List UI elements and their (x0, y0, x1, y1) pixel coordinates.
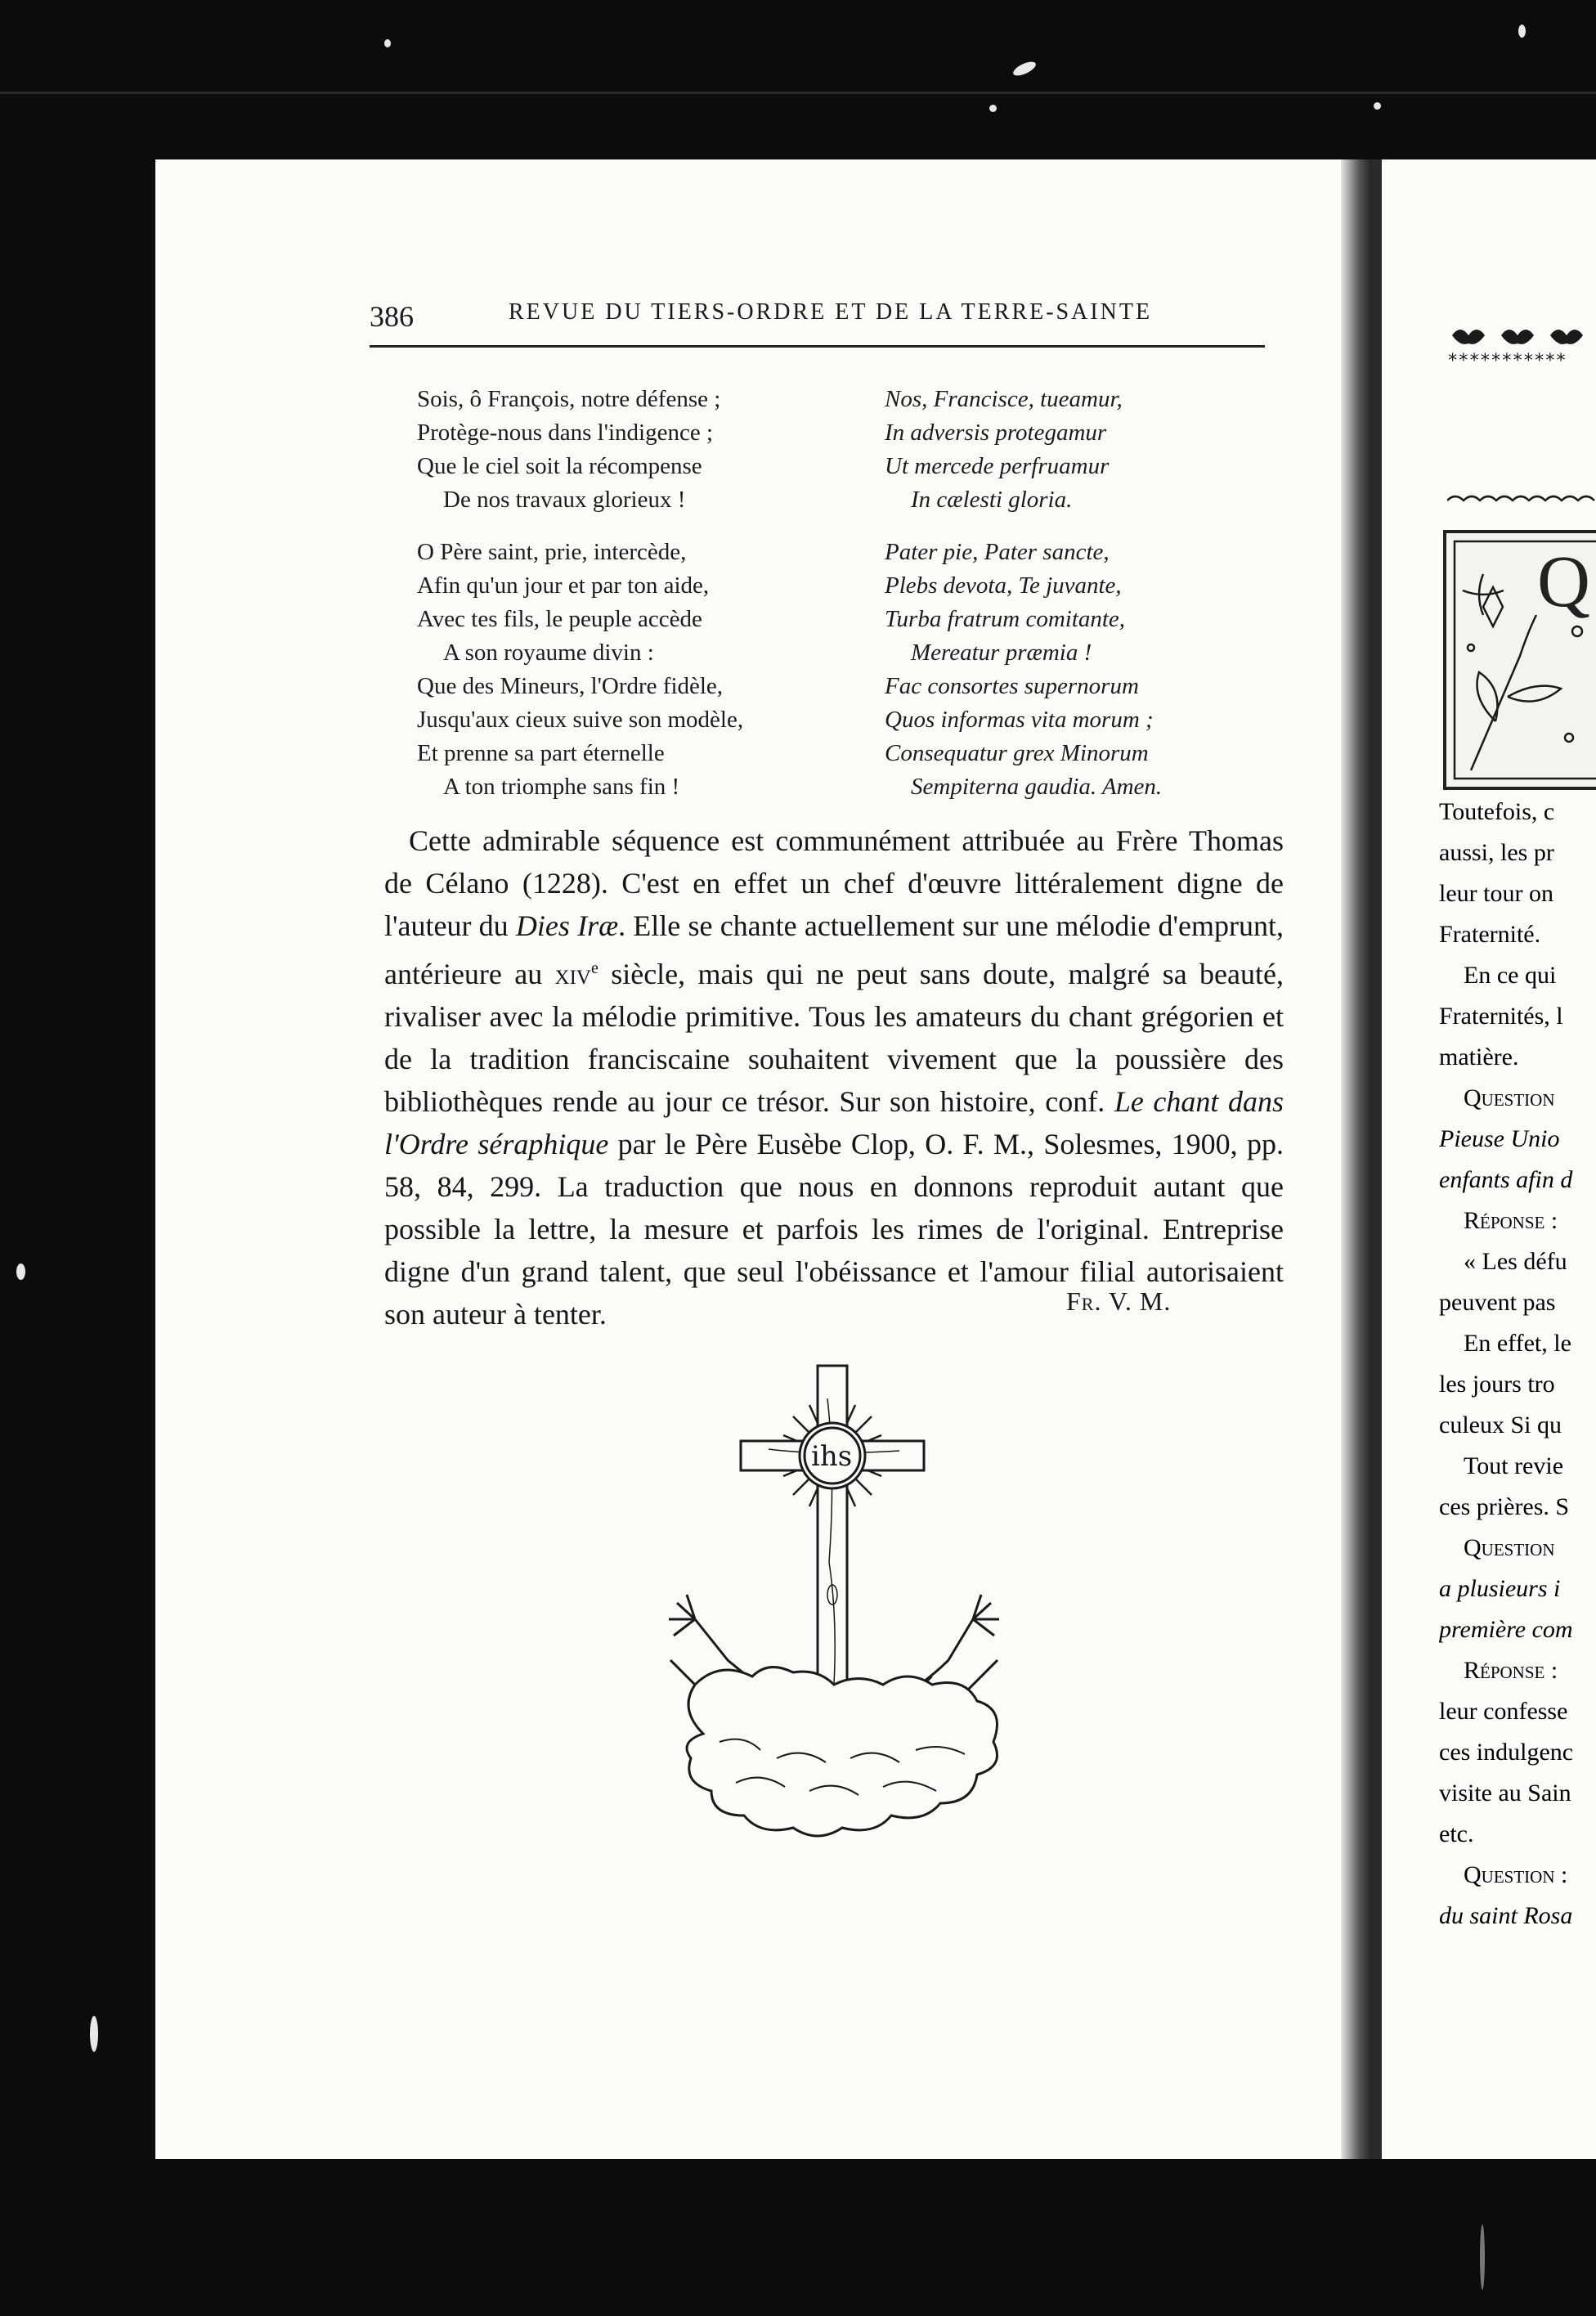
poem-line: Sois, ô François, notre défense ; (417, 386, 721, 412)
right-page-line: Réponse : (1464, 1207, 1558, 1234)
author-signature: Fr. V. M. (1066, 1286, 1172, 1316)
page-gutter-shadow (1341, 159, 1372, 2159)
right-page-line: Tout revie (1464, 1452, 1564, 1479)
dust-speck (1374, 102, 1381, 110)
century-suffix: e (590, 959, 598, 977)
right-page-line: matière. (1439, 1044, 1519, 1070)
poem-line: O Père saint, prie, intercède, (417, 539, 687, 565)
dust-speck (1480, 2224, 1485, 2290)
poem-line: Afin qu'un jour et par ton aide, (417, 572, 710, 599)
right-page-line: En effet, le (1464, 1330, 1571, 1357)
right-page-line: Question (1464, 1084, 1555, 1111)
poem-line: Ut mercede perfruamur (885, 453, 1110, 479)
dust-speck (384, 39, 391, 47)
right-page-line: Question : (1464, 1861, 1568, 1888)
poem-line: Consequatur grex Minorum (885, 740, 1149, 766)
poem-line: Sempiterna gaudia. Amen. (911, 774, 1163, 800)
right-page-line: première com (1439, 1616, 1573, 1643)
poem-line: Fac consortes supernorum (885, 673, 1139, 699)
poem-line: Mereatur præmia ! (911, 640, 1092, 666)
dies-irae-title: Dies Iræ (515, 909, 619, 942)
poem-line: Et prenne sa part éternelle (417, 740, 665, 766)
poem-line: A ton triomphe sans fin ! (443, 774, 680, 800)
right-page-line: Pieuse Unio (1439, 1125, 1560, 1152)
poem-line: A son royaume divin : (443, 640, 654, 666)
right-page-line: etc. (1439, 1820, 1474, 1847)
right-page-line: visite au Sain (1439, 1780, 1571, 1807)
dust-speck (1518, 25, 1526, 38)
poem-line: Nos, Francisce, tueamur, (885, 386, 1123, 412)
right-page-line: « Les défu (1464, 1248, 1567, 1275)
svg-text:***********: *********** (1447, 351, 1567, 371)
right-page-line: Fraternité. (1439, 921, 1541, 948)
dust-speck (1011, 59, 1038, 79)
ornament-band (1447, 319, 1596, 384)
prose-text: siècle, mais qui ne peut sans doute, malgré sa beauté, rivaliser avec la mélodie primitive. Tous les amateurs du chant grégorien et de la tradition franciscaine souhaitent vivement que la poussière des bibliothèques rende au jour ce trésor. Sur son histoire, conf. (384, 958, 1284, 1118)
prose-text: par le Père Eusèbe Clop, O. F. M., Solesmes, 1900, pp. 58, 84, 299. La traduction que nous en donnons reproduit autant que possible la lettre, la mesure et parfois les rimes de l'original. Entreprise digne d'un grand talent, que seul l'obéissance et l'amour filial autorisaient son auteur à tenter. (384, 1128, 1284, 1331)
right-page-line: Réponse : (1464, 1657, 1558, 1684)
right-page-line: les jours tro (1439, 1371, 1555, 1398)
right-page-line: a plusieurs i (1439, 1575, 1561, 1602)
right-page-line: du saint Rosa (1439, 1902, 1573, 1929)
prose-text: Cette admirable séquence est communément attribuée au Frère Thomas de Célano (1228). C'est en effet un chef d'œuvre littéralement digne de l'auteur du (384, 824, 1284, 942)
poem-french (417, 383, 743, 804)
commentary-paragraph (384, 819, 1284, 1335)
poem-line: Avec tes fils, le peuple accède (417, 606, 702, 632)
poem-line: In cælesti gloria. (911, 487, 1073, 513)
right-page-line: Question (1464, 1534, 1555, 1561)
right-page-text (1439, 792, 1596, 1937)
poem-line: Que le ciel soit la récompense (417, 453, 702, 479)
right-page-line: ces indulgenc (1439, 1739, 1574, 1766)
drop-cap-initial: Q (1537, 541, 1590, 622)
poem-line: Turba fratrum comitante, (885, 606, 1126, 632)
poem-line: Quos informas vita morum ; (885, 707, 1154, 733)
right-page-line: peuvent pas (1439, 1289, 1556, 1316)
right-page-line: Fraternités, l (1439, 1003, 1563, 1030)
right-page-line: En ce qui (1464, 962, 1557, 989)
franciscan-emblem-illustration (654, 1349, 1047, 1856)
right-page-line: ces prières. S (1439, 1493, 1570, 1520)
dust-speck (989, 105, 997, 112)
right-page-line: enfants afin d (1439, 1166, 1573, 1193)
prose-text: . Elle se chante actuellement sur une mélodie d'emprunt, antérieure au (384, 909, 1284, 990)
scanner-bar-line (0, 92, 1596, 94)
svg-text:ihs: ihs (811, 1440, 853, 1473)
dust-speck (90, 2016, 98, 2052)
right-page-line: aussi, les pr (1439, 839, 1554, 866)
poem-line: Plebs devota, Te juvante, (885, 572, 1122, 599)
right-page-line: leur confesse (1439, 1698, 1568, 1725)
page-number: 386 (370, 300, 414, 333)
dust-speck (16, 1263, 25, 1280)
right-page-line: leur tour on (1439, 880, 1553, 907)
poem-line: Pater pie, Pater sancte, (885, 539, 1110, 565)
poem-latin (885, 383, 1162, 804)
right-page-line: Toutefois, c (1439, 798, 1555, 825)
decorative-wave-rule (1447, 491, 1596, 507)
running-head: REVUE DU TIERS-ORDRE ET DE LA TERRE-SAINTE (509, 299, 1153, 325)
book-title: Le chant dans l'Ordre séraphique (384, 1085, 1284, 1160)
header-rule (370, 345, 1265, 348)
poem-line: In adversis protegamur (885, 420, 1107, 446)
poem-line: Protège-nous dans l'indigence ; (417, 420, 714, 446)
century-numeral: xiv (554, 958, 591, 990)
poem-line: Que des Mineurs, l'Ordre fidèle, (417, 673, 724, 699)
right-page-line: culeux Si qu (1439, 1412, 1562, 1439)
poem-line: De nos travaux glorieux ! (443, 487, 686, 513)
poem-line: Jusqu'aux cieux suive son modèle, (417, 707, 744, 733)
